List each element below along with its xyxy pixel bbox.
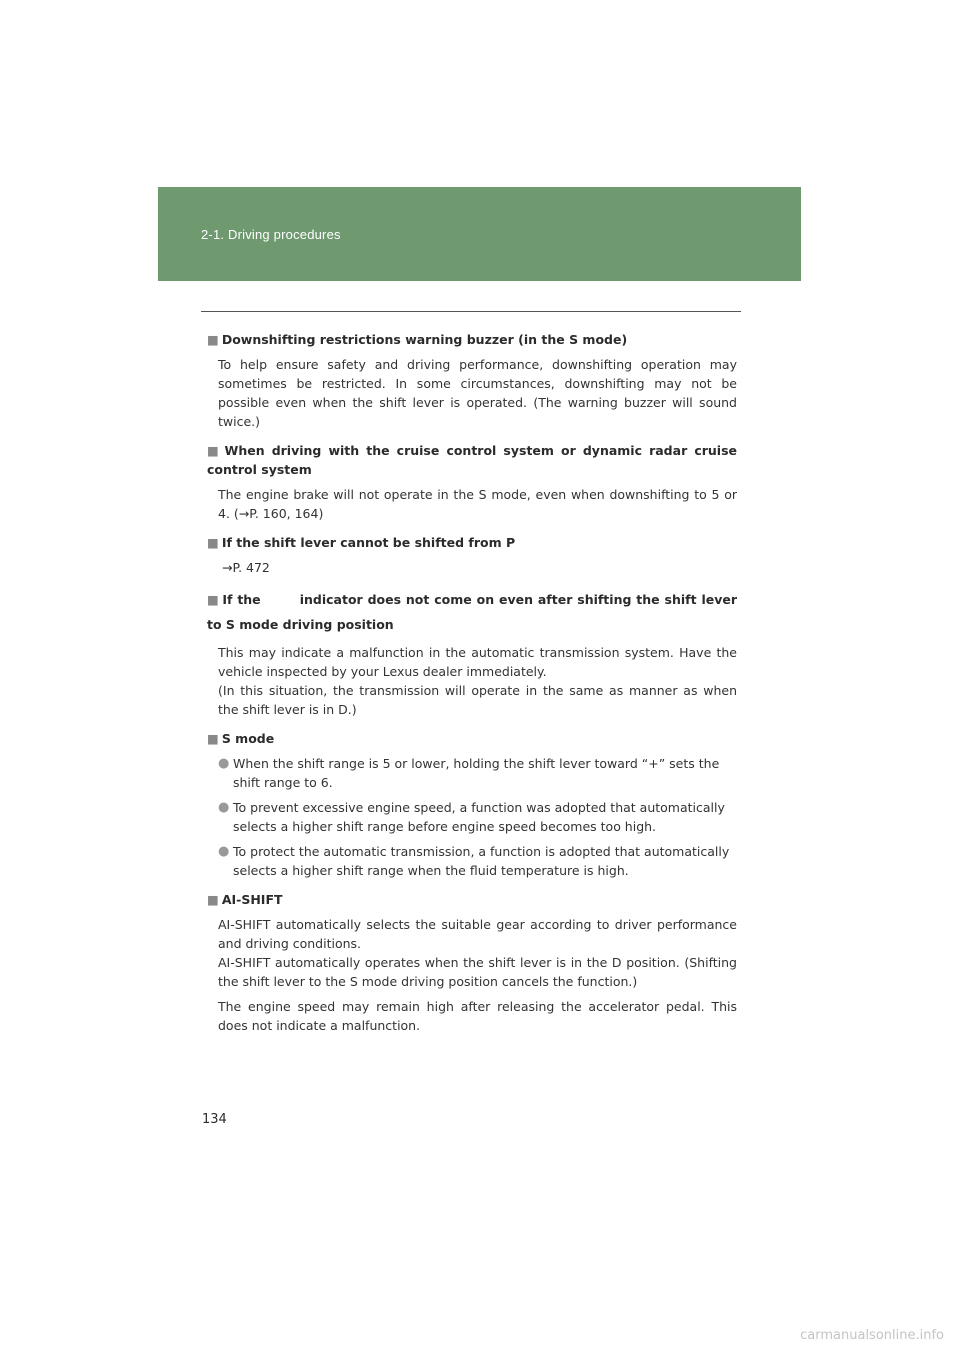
- heading-shift-from-p: [207, 533, 737, 552]
- list-item: [218, 842, 737, 880]
- paragraph: AI-SHIFT automatically selects the suitable gear according to driver performance and driving conditions.: [218, 917, 737, 951]
- heading-text: When driving with the cruise control system or dynamic radar cruise control system: [207, 443, 737, 477]
- divider-rule: [201, 311, 741, 312]
- paragraph: (In this situation, the transmission will operate in the same as manner as when the shift lever is in D.): [218, 683, 737, 717]
- paragraph: The engine speed may remain high after releasing the accelerator pedal. This does not indicate a malfunction.: [218, 999, 737, 1033]
- page-content: [207, 330, 742, 1035]
- paragraph: The engine brake will not operate in the S mode, even when downshifting to 5 or 4. (→P. 160, 164): [218, 487, 737, 521]
- paragraph: AI-SHIFT automatically operates when the shift lever is in the D position. (Shifting the shift lever to the S mode driving position cancels the function.): [218, 955, 737, 989]
- square-bullet-icon: ■: [207, 731, 219, 746]
- square-bullet-icon: ■: [207, 443, 222, 458]
- list-item: [218, 798, 737, 836]
- square-bullet-icon: ■: [207, 535, 219, 550]
- circle-bullet-icon: ●: [218, 844, 230, 859]
- square-bullet-icon: ■: [207, 592, 220, 607]
- square-bullet-icon: ■: [207, 332, 219, 347]
- paragraph: To help ensure safety and driving performance, downshifting operation may sometimes be restricted. In some circumstances, downshifting may not be possible even when the shift lever is operated. (The warning buzzer will sound twice.): [218, 357, 737, 429]
- list-item: [218, 754, 737, 792]
- heading-cruise-control: [207, 441, 737, 479]
- heading-ai-shift: [207, 890, 737, 909]
- list-item-text: To protect the automatic transmission, a function is adopted that automatically selects a higher shift range when the fluid temperature is high.: [233, 844, 730, 878]
- heading-text: Downshifting restrictions warning buzzer (in the S mode): [221, 332, 628, 347]
- heading-s-mode: [207, 729, 737, 748]
- circle-bullet-icon: ●: [218, 756, 230, 771]
- page-reference: →P. 472: [222, 560, 270, 575]
- page-number: 134: [202, 1112, 227, 1127]
- heading-text: S mode: [221, 731, 275, 746]
- heading-indicator: [207, 587, 742, 637]
- square-bullet-icon: ■: [207, 892, 219, 907]
- heading-text: If the indicator does not come on even after shifting the shift lever to S mode driving position: [207, 592, 742, 632]
- section-header-band: [158, 187, 801, 281]
- heading-text: If the shift lever cannot be shifted from P: [221, 535, 516, 550]
- list-item-text: When the shift range is 5 or lower, holding the shift lever toward “+” sets the shift range to 6.: [233, 756, 720, 790]
- heading-downshift-buzzer: [207, 330, 737, 349]
- list-item-text: To prevent excessive engine speed, a function was adopted that automatically selects a higher shift range before engine speed becomes too high.: [233, 800, 725, 834]
- watermark[interactable]: carmanualsonline.info: [800, 1328, 944, 1343]
- heading-text: AI-SHIFT: [221, 892, 283, 907]
- section-title: 2-1. Driving procedures: [201, 227, 341, 242]
- circle-bullet-icon: ●: [218, 800, 230, 815]
- paragraph: This may indicate a malfunction in the automatic transmission system. Have the vehicle inspected by your Lexus dealer immediately.: [218, 645, 737, 679]
